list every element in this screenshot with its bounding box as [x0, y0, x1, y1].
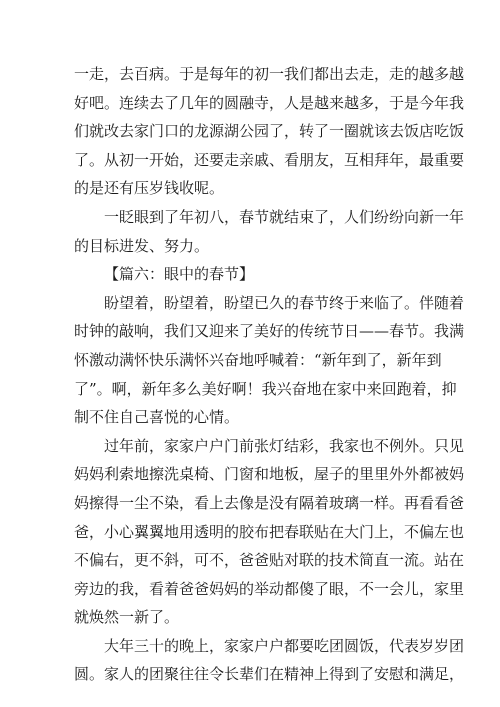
document-body — [74, 60, 465, 689]
text-line: 【篇六：眼中的春节】 — [104, 265, 255, 284]
text-line: 了。从初一开始，还要走亲戚、看朋友，互相拜年，最重要 — [74, 150, 465, 169]
text-line: 妈擦得一尘不染，看上去像是没有隔着玻璃一样。再看看爸 — [74, 493, 465, 512]
text-line: 大年三十的晚上，家家户户都要吃团圆饭，代表岁岁团 — [104, 636, 465, 655]
text-line: 一眨眼到了年初八，春节就结束了，人们纷纷向新一年 — [104, 207, 465, 226]
text-line: 的是还有压岁钱收呢。 — [74, 179, 225, 198]
text-line: 怀激动满怀快乐满怀兴奋地呼喊着：“新年到了，新年到 — [74, 350, 442, 369]
text-line: 们就改去家门口的龙源湖公园了，转了一圈就该去饭店吃饭 — [74, 122, 465, 141]
text-line: 盼望着，盼望着，盼望已久的春节终于来临了。伴随着 — [104, 293, 465, 312]
text-line: 圆。家人的团聚往往令长辈们在精神上得到了安慰和满足， — [74, 665, 465, 684]
text-line: 时钟的敲响，我们又迎来了美好的传统节日——春节。我满 — [74, 322, 465, 341]
text-line: 制不住自己喜悦的心情。 — [74, 408, 240, 427]
text-line: 过年前，家家户户门前张灯结彩，我家也不例外。只见 — [104, 436, 465, 455]
text-line: 不偏右，更不斜，可不，爸爸贴对联的技术简直一流。站在 — [74, 551, 465, 570]
text-line: 就焕然一新了。 — [74, 608, 180, 627]
text-line: 了”。啊，新年多么美好啊！我兴奋地在家中来回跑着，抑 — [74, 379, 457, 398]
text-line: 妈妈利索地擦洗桌椅、门窗和地板，屋子的里里外外都被妈 — [74, 465, 465, 484]
text-line: 一走，去百病。于是每年的初一我们都出去走，走的越多越 — [74, 65, 465, 83]
text-line: 旁边的我，看着爸爸妈妈的举动都傻了眼，不一会儿，家里 — [74, 579, 465, 598]
text-line: 爸，小心翼翼地用透明的胶布把春联贴在大门上，不偏左也 — [74, 522, 465, 541]
text-line: 好吧。连续去了几年的圆融寺，人是越来越多，于是今年我 — [74, 93, 465, 112]
text-line: 的目标进发、努力。 — [74, 236, 210, 255]
